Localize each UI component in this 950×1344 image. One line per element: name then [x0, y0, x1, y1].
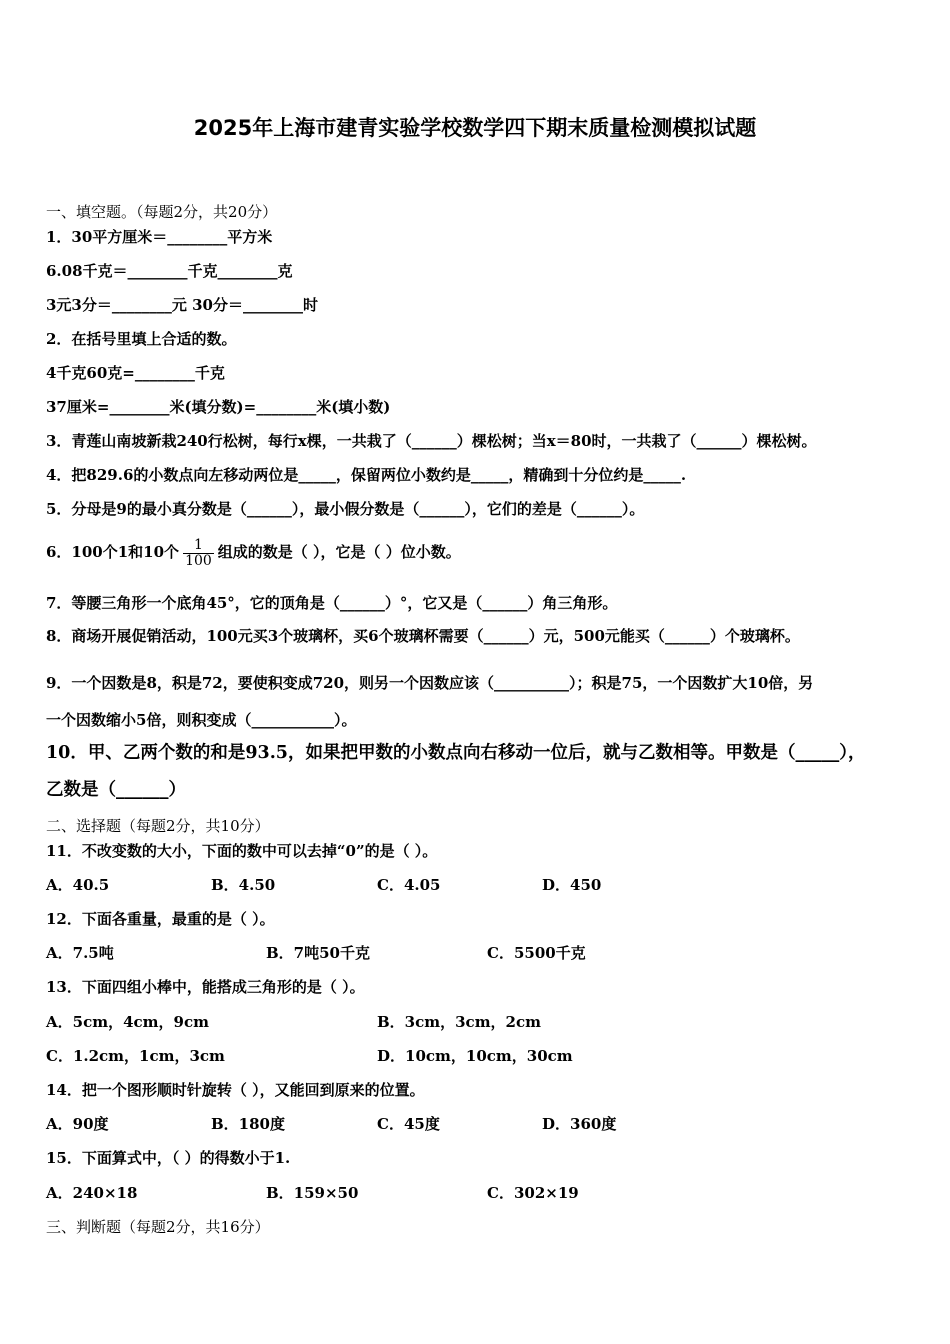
fraction-one-hundredth	[183, 538, 214, 569]
page-title: 2025年上海市建青实验学校数学四下期末质量检测模拟试题	[193, 116, 757, 140]
q15-option-b: B．159×50	[266, 1184, 359, 1202]
fraction-numerator: 1	[193, 536, 203, 553]
q12-option-a: A．7.5吨	[46, 944, 114, 962]
q14-option-b: B．180度	[211, 1115, 285, 1133]
question-2-stem: 2．在括号里填上合适的数。	[46, 330, 237, 348]
q14-option-c: C．45度	[377, 1115, 440, 1133]
question-1a: 1．30平方厘米＝________平方米	[46, 228, 273, 246]
question-9-line-1: 9．一个因数是8，积是72，要使积变成720，则另一个因数应该（__________）；积是75，一个因数扩大10倍，另	[46, 674, 814, 692]
question-3: 3．青莲山南坡新栽240行松树，每行x棵，一共栽了（______）棵松树；当x＝80时，一共栽了（______）棵松树。	[46, 432, 817, 450]
q12-option-b: B．7吨50千克	[266, 944, 370, 962]
q11-option-a: A．40.5	[46, 876, 110, 894]
section-heading-choice: 二、选择题（每题2分，共10分）	[46, 817, 270, 835]
q12-option-c: C．5500千克	[487, 944, 586, 962]
q11-option-d: D．450	[542, 876, 602, 894]
question-6	[46, 532, 910, 572]
question-11-stem: 11．不改变数的大小，下面的数中可以去掉“0”的是（ ）。	[46, 842, 438, 860]
question-10-line-2: 乙数是（______）	[46, 780, 186, 800]
q13-option-d: D．10cm，10cm，30cm	[377, 1047, 573, 1065]
question-6-suffix: 组成的数是（ ），它是（ ）位小数。	[217, 543, 461, 561]
question-13-stem: 13．下面四组小棒中，能搭成三角形的是（ ）。	[46, 978, 365, 996]
section-heading-true-false: 三、判断题（每题2分，共16分）	[46, 1218, 270, 1236]
q14-option-d: D．360度	[542, 1115, 617, 1133]
q14-option-a: A．90度	[46, 1115, 109, 1133]
question-6-prefix: 6．100个1和10个	[46, 543, 180, 561]
question-15-stem: 15．下面算式中，（ ）的得数小于1.	[46, 1149, 291, 1167]
q11-option-c: C．4.05	[377, 876, 441, 894]
question-1c: 3元3分＝________元 30分＝________时	[46, 296, 318, 314]
question-5: 5．分母是9的最小真分数是（______），最小假分数是（______），它们的差是（______）。	[46, 500, 645, 518]
question-12-stem: 12．下面各重量，最重的是（ ）。	[46, 910, 275, 928]
question-2a: 4千克60克=________千克	[46, 364, 225, 382]
fraction-denominator: 100	[185, 552, 212, 569]
q11-option-b: B．4.50	[211, 876, 276, 894]
section-heading-fill-in: 一、填空题。（每题2分，共20分）	[46, 203, 278, 221]
question-10-line-1: 10．甲、乙两个数的和是93.5，如果把甲数的小数点向右移动一位后，就与乙数相等。甲数是（_____），	[46, 743, 866, 763]
question-7: 7．等腰三角形一个底角45°，它的顶角是（______）°，它又是（______）角三角形。	[46, 594, 618, 612]
q13-option-b: B．3cm，3cm，2cm	[377, 1013, 542, 1031]
q15-option-a: A．240×18	[46, 1184, 138, 1202]
q15-option-c: C．302×19	[487, 1184, 579, 1202]
question-8: 8．商场开展促销活动，100元买3个玻璃杯，买6个玻璃杯需要（______）元，500元能买（______）个玻璃杯。	[46, 627, 800, 645]
question-14-stem: 14．把一个图形顺时针旋转（ ），又能回到原来的位置。	[46, 1081, 425, 1099]
q13-option-c: C．1.2cm，1cm，3cm	[46, 1047, 225, 1065]
question-4: 4．把829.6的小数点向左移动两位是_____，保留两位小数约是_____，精确到十分位约是_____.	[46, 466, 687, 484]
q13-option-a: A．5cm，4cm，9cm	[46, 1013, 209, 1031]
question-2b: 37厘米=________米(填分数)=________米(填小数)	[46, 398, 391, 416]
question-1b: 6.08千克＝________千克________克	[46, 262, 293, 280]
question-9-line-2: 一个因数缩小5倍，则积变成（___________）。	[46, 711, 357, 729]
